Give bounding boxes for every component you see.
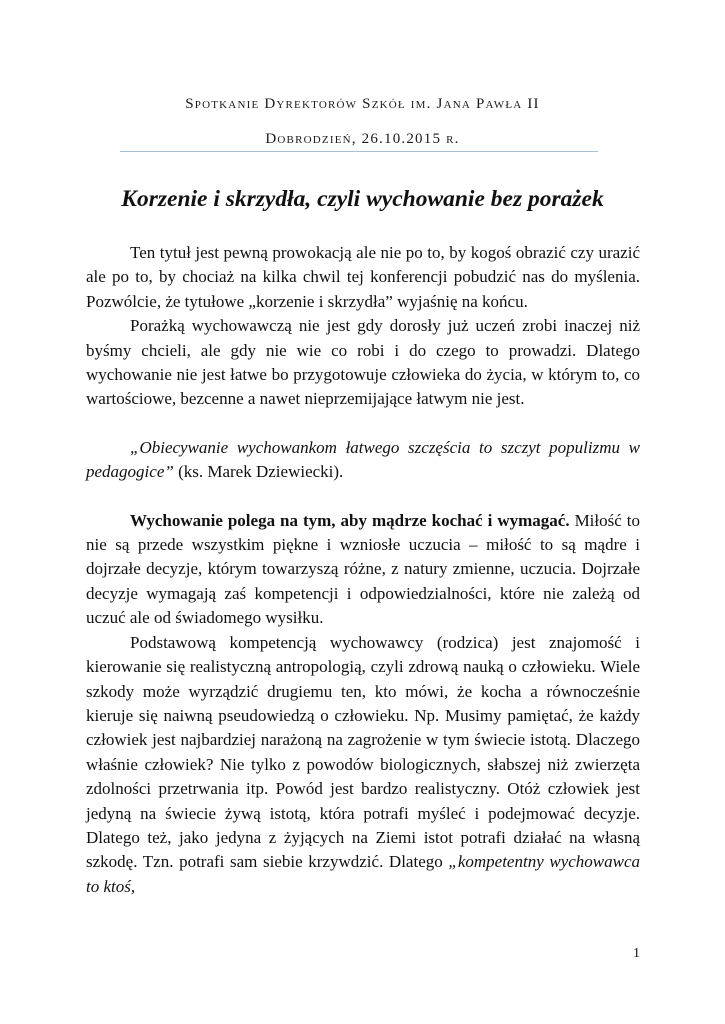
document-title: Korzenie i skrzydła, czyli wychowanie bez porażek xyxy=(121,186,604,212)
competence-quote: „kompetentny wychowawca to ktoś, xyxy=(86,852,641,896)
paragraph-quote xyxy=(86,436,640,485)
paragraph-intro: Ten tytuł jest pewną prowokacją ale nie po to, by kogoś obrazić czy urazić ale po to, by chociaż na kilka chwil tej konferencji pobudzić nas do myślenia. Pozwólcie, że tytułowe „korzenie i skrzydła” wyjaśnię na końcu. xyxy=(86,243,640,311)
quote-text: „Obiecywanie wychowankom łatwego szczęścia to szczyt populizmu w pedagogice” xyxy=(86,437,640,482)
paragraph-failure: Porażką wychowawczą nie jest gdy dorosły już uczeń zrobi inaczej niż byśmy chcieli, ale gdy nie wie co robi i do czego to prowadzi. Dlatego wychowanie nie jest łatwe bo przygotowuje człowieka do życia, w którym to, co wartościowe, bezcenne a nawet nieprzemijające łatwym nie jest. xyxy=(86,316,640,409)
header-event-title: Spotkanie Dyrektorów Szkół im. Jana Pawła II xyxy=(185,96,540,112)
paragraph-upbringing xyxy=(86,509,640,631)
header-divider xyxy=(120,151,598,152)
page-number: 1 xyxy=(633,946,640,961)
document-body xyxy=(86,241,640,899)
competence-text: Podstawową kompetencją wychowawcy (rodzica) jest znajomość i kierowanie się realistyczną antropologią, czyli zdrową nauką o człowieku. Wiele szkody może wyrządzić drugiemu ten, kto mówi, że kocha a równocześnie kieruje się naiwną pseudowiedzą o człowieku. Np. Musimy pamiętać, że każdy człowiek jest najbardziej narażoną na zagrożenie w tym świecie istotą. Dlaczego właśnie człowiek? Nie tylko z powodów biologicznych, słabszej niż zwierzęta zdolności przetrwania itp. Powód jest bardzo realistyczny. Otóż człowiek jest jedyną na świecie żywą istotą, która potrafi myśleć i podejmować decyzje. Dlatego też, jako jedyna z żyjących na Ziemi istot potrafi działać na własną szkodę. Tzn. potrafi sam siebie krzywdzić. Dlatego xyxy=(86,632,640,872)
quote-source: (ks. Marek Dziewiecki). xyxy=(173,462,344,482)
upbringing-thesis: Wychowanie polega na tym, aby mądrze kochać i wymagać. xyxy=(130,510,570,530)
header-place-date: Dobrodzień, 26.10.2015 r. xyxy=(265,131,460,147)
upbringing-text: Miłość to nie są przede wszystkim piękne i wzniosłe uczucia – miłość to są mądre i dojrzałe decyzje, którym towarzyszą różne, z natury zmienne, uczucia. Dojrzałe decyzje wymagają zaś kompetencji i odpowiedzialności, które nie zależą od uczuć ale od świadomego wysiłku. xyxy=(86,510,640,628)
document-header xyxy=(0,96,725,148)
paragraph-competence xyxy=(86,631,640,899)
